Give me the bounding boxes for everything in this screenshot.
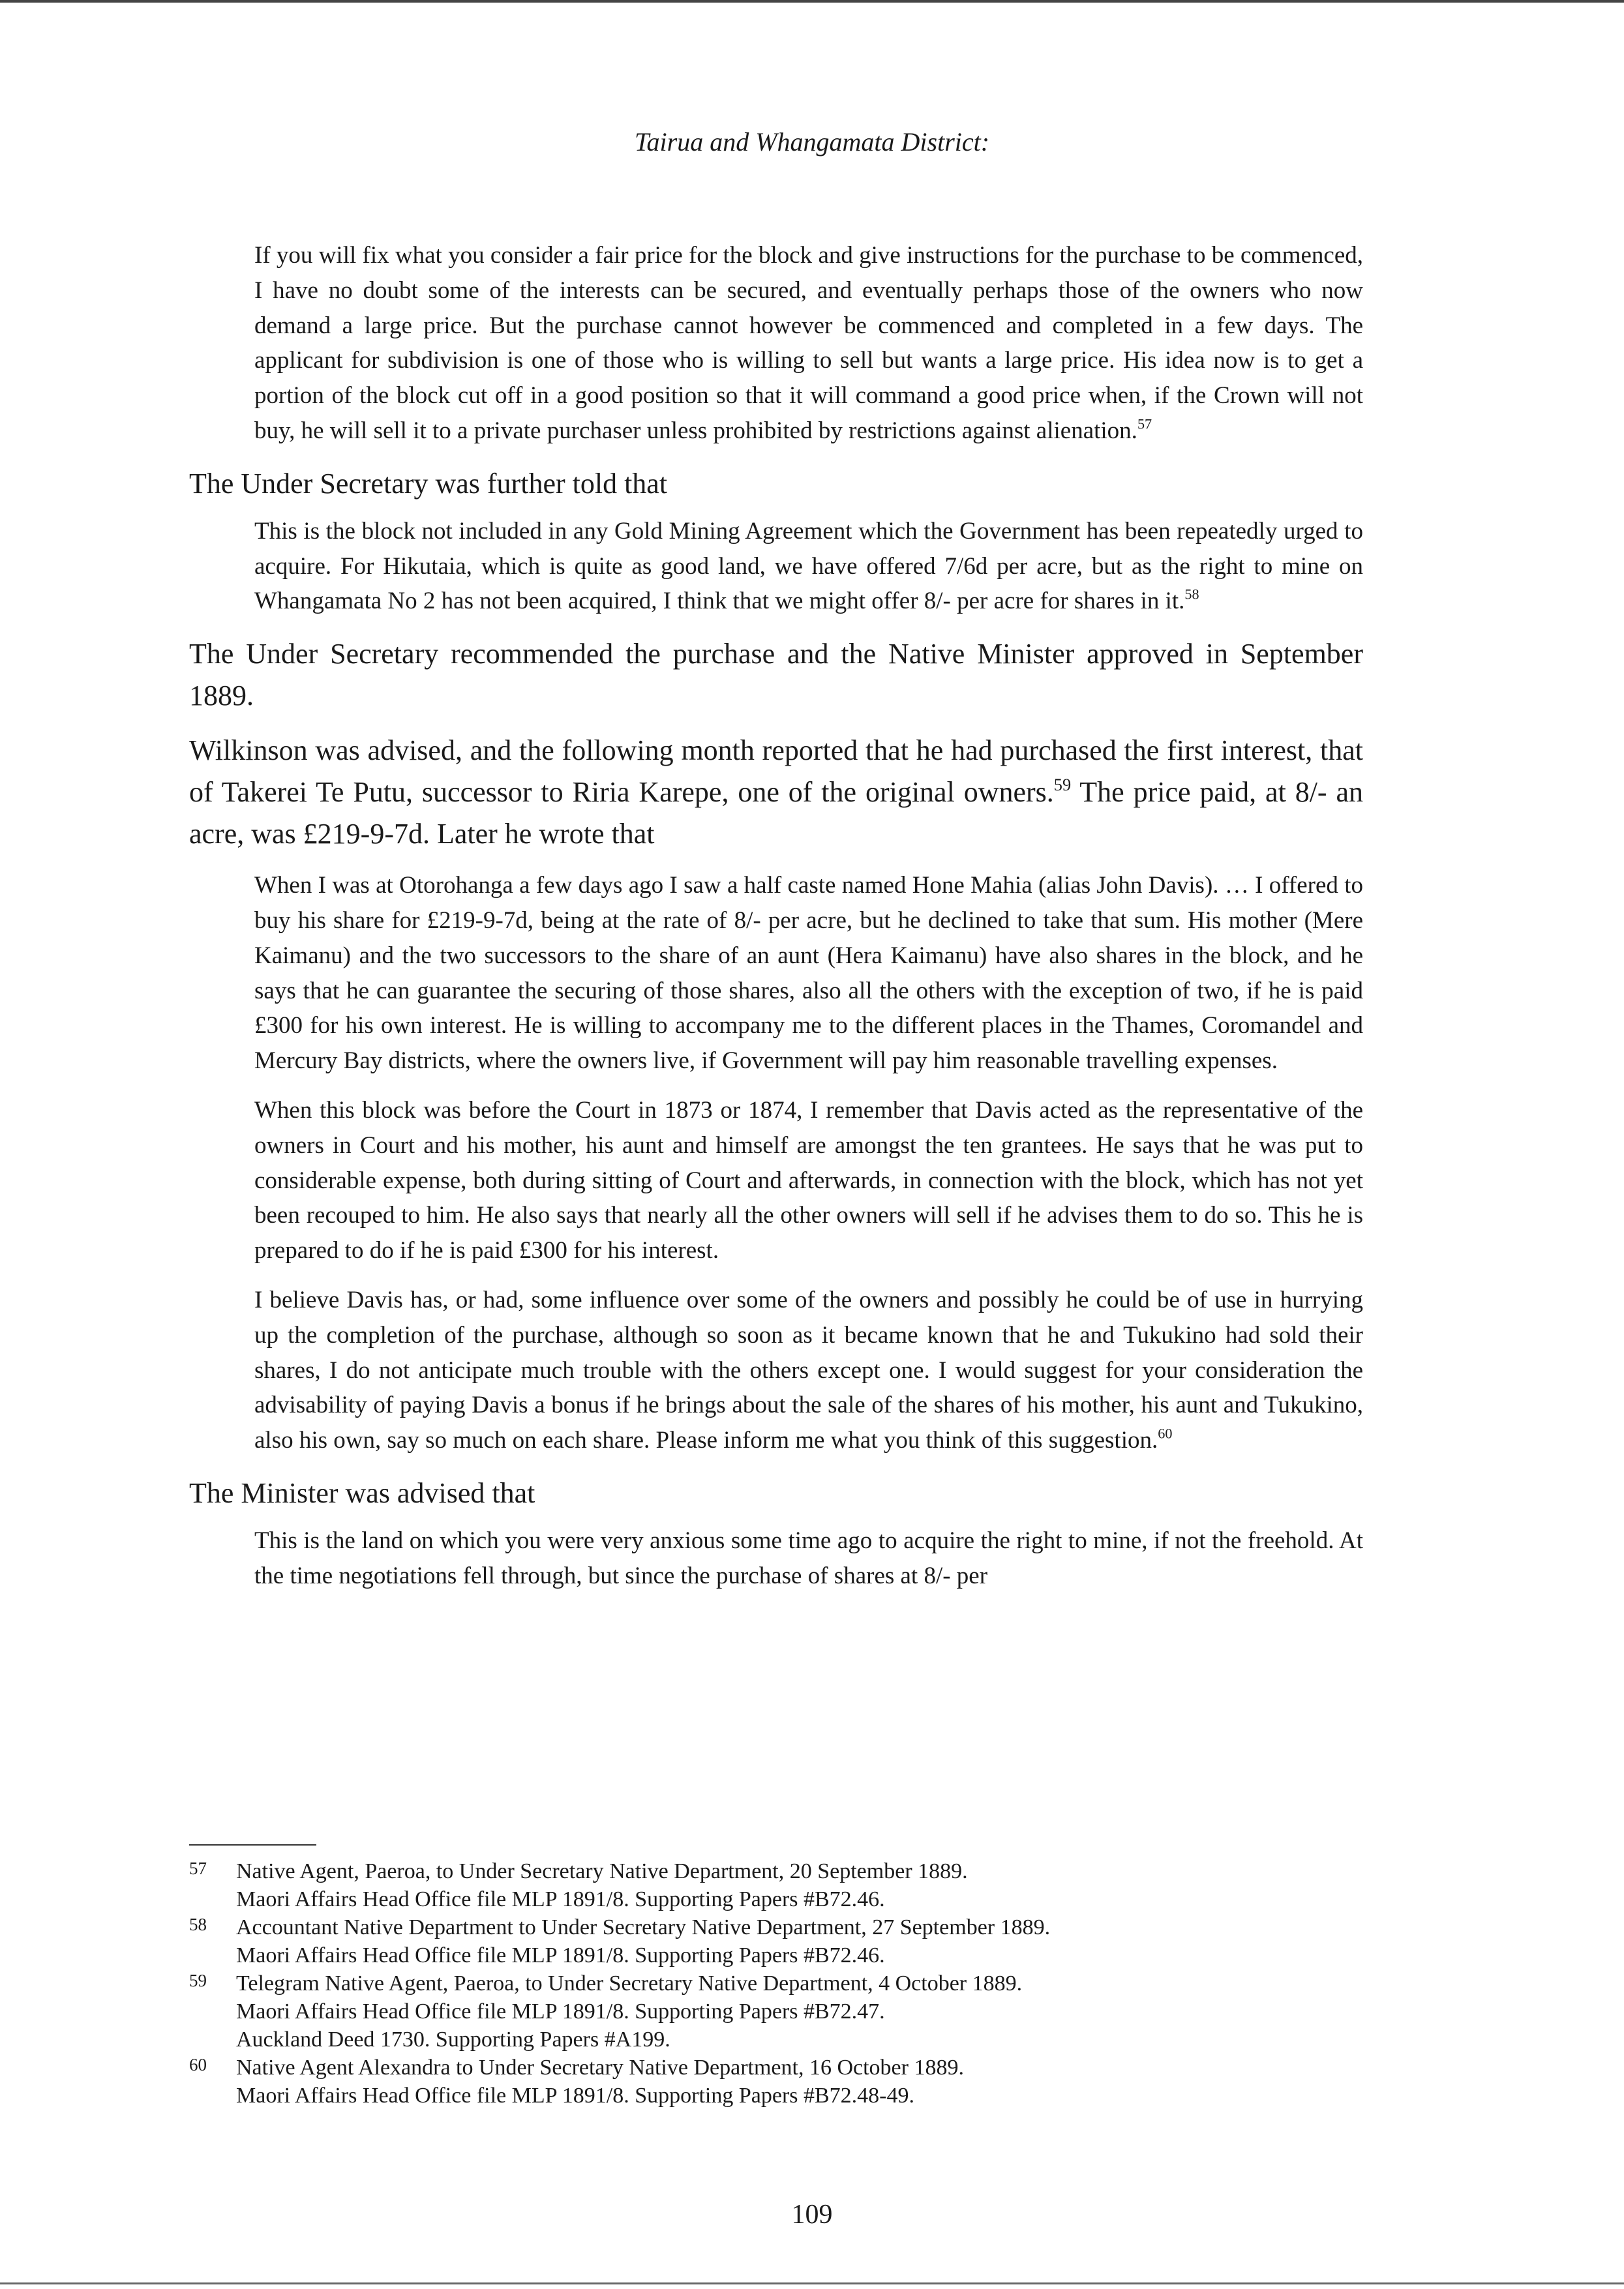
footnote-60: [189, 2054, 1363, 2110]
quote-text: This is the block not included in any Gold Mining Agreement which the Government has been repeatedly urged to acquire. For Hikutaia, which is quite as good land, we have offered 7/6d per acre, but as the right to mine on Whangamata No 2 has not been acquired, I think that we might offer 8/- per acre for shares in it.: [254, 517, 1363, 615]
footnote-59: [189, 1969, 1363, 2054]
block-quote-3: [254, 868, 1363, 1458]
footnote-58: [189, 1913, 1363, 1969]
body-paragraph-1: The Under Secretary was further told that: [189, 467, 668, 500]
running-header: Tairua and Whangamata District:: [634, 127, 990, 157]
footnote-line: Telegram Native Agent, Paeroa, to Under Secretary Native Department, 4 October 1889.: [236, 1971, 1023, 1996]
footnote-ref-60[interactable]: 60: [1158, 1425, 1173, 1442]
body-text-b: The price paid, at 8/- an acre, was £219-9-7d. Later he wrote that: [189, 776, 1363, 850]
footnote-line: Maori Affairs Head Office file MLP 1891/8. Supporting Papers #B72.46.: [236, 1887, 885, 1911]
page-content: [189, 238, 1363, 1608]
footnote-ref-57[interactable]: 57: [1137, 415, 1152, 432]
quote-paragraph: [254, 238, 1363, 449]
quote-paragraph: This is the land on which you were very anxious some time ago to acquire the right to mine, if not the freehold. At the time negotiations fell through, but since the purchase of shares at 8/- per: [254, 1527, 1363, 1589]
footnote-line: Native Agent Alexandra to Under Secretary Native Department, 16 October 1889.: [236, 2056, 964, 2080]
footnote-57: [189, 1857, 1363, 1913]
block-quote-2: [254, 514, 1363, 619]
footnote-line: Accountant Native Department to Under Secretary Native Department, 27 September 1889.: [236, 1915, 1051, 1939]
footnote-line: Maori Affairs Head Office file MLP 1891/8. Supporting Papers #B72.47.: [236, 1999, 885, 2024]
page-number: 109: [791, 2200, 833, 2230]
bottom-rule: [0, 2282, 1624, 2284]
footnote-line: Maori Affairs Head Office file MLP 1891/8. Supporting Papers #B72.48-49.: [236, 2084, 915, 2108]
footnote-line: Auckland Deed 1730. Supporting Papers #A199.: [236, 2027, 670, 2052]
quote-text: If you will fix what you consider a fair price for the block and give instructions for the purchase to be commenced, I have no doubt some of the interests can be secured, and eventually perhaps those of the owners who now demand a large price. But the purchase cannot however be commenced and completed in a few days. The applicant for subdivision is one of those who is willing to sell but wants a large price. His idea now is to get a portion of the block cut off in a good position so that it will command a good price when, if the Crown will not buy, he will sell it to a private purchaser unless prohibited by restrictions against alienation.: [254, 242, 1363, 444]
footnote-line: Maori Affairs Head Office file MLP 1891/8. Supporting Papers #B72.46.: [236, 1943, 885, 1967]
footnote-ref-59[interactable]: 59: [1053, 775, 1072, 795]
quote-paragraph: [254, 514, 1363, 619]
quote-paragraph-3: [254, 1283, 1363, 1458]
footnotes: [189, 1857, 1363, 2110]
body-paragraph-3: [189, 730, 1363, 855]
footnote-number: 57: [189, 1859, 207, 1878]
quote-paragraph-1: When I was at Otorohanga a few days ago I saw a half caste named Hone Mahia (alias John Davis). … I offered to buy his share for £219-9-7d, being at the rate of 8/- per acre, but he declined to take that sum. His mother (Mere Kaimanu) and the two successors to the share of an aunt (Hera Kaimanu) have also shares in the block, and he says that he can guarantee the securing of those shares, also all the others with the exception of two, if he is paid £300 for his own interest. He is willing to accompany me to the different places in the Thames, Coromandel and Mercury Bay districts, where the owners live, if Government will pay him reasonable travelling expenses.: [254, 872, 1363, 1075]
footnote-number: 59: [189, 1971, 207, 1990]
block-quote-4: [254, 1523, 1363, 1594]
quote-paragraph-2: When this block was before the Court in 1873 or 1874, I remember that Davis acted as the representative of the owners in Court and his mother, his aunt and himself are amongst the ten grantees. He says that he was put to considerable expense, both during sitting of Court and afterwards, in connection with the block, which has not yet been recouped to him. He also says that nearly all the other owners will sell if he advises them to do so. This he is prepared to do if he is paid £300 for his interest.: [254, 1096, 1363, 1264]
footnote-separator: [189, 1844, 316, 1846]
block-quote-1: [254, 238, 1363, 449]
footnote-ref-58[interactable]: 58: [1184, 586, 1199, 603]
quote-text: I believe Davis has, or had, some influence over some of the owners and possibly he could be of use in hurrying up the completion of the purchase, although so soon as it became known that he and Tukukino had sold their shares, I do not anticipate much trouble with the others except one. I would suggest for your consideration the advisability of paying Davis a bonus if he brings about the sale of the shares of his mother, his aunt and Tukukino, also his own, say so much on each share. Please inform me what you think of this suggestion.: [254, 1286, 1363, 1454]
footnote-line: Native Agent, Paeroa, to Under Secretary Native Department, 20 September 1889.: [236, 1859, 968, 1883]
body-paragraph-4: The Minister was advised that: [189, 1476, 535, 1509]
body-text-a: Wilkinson was advised, and the following month reported that he had purchased the first interest, that of Takerei Te Putu, successor to Riria Karepe, one of the original owners.: [189, 734, 1363, 809]
footnote-number: 58: [189, 1915, 207, 1934]
top-rule: [0, 0, 1624, 3]
footnote-number: 60: [189, 2055, 207, 2074]
body-paragraph-2: The Under Secretary recommended the purchase and the Native Minister approved in September 1889.: [189, 638, 1363, 712]
